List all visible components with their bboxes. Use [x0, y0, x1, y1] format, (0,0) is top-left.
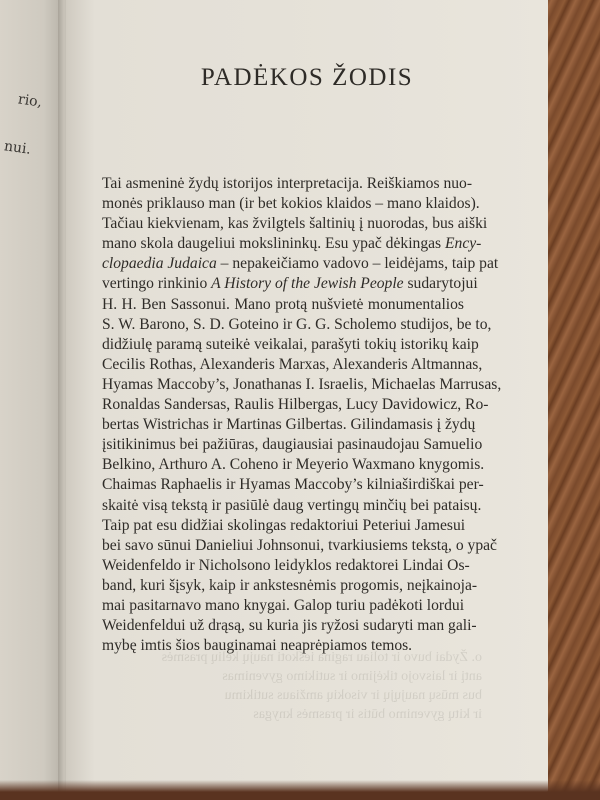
text-run: Weidenfeldo ir Nicholsono leidyklos redaktorei Lindai Os- [102, 556, 470, 574]
text-line [102, 455, 485, 475]
right-book-page [66, 0, 548, 792]
text-run: Tačiau kiekvienam, kas žvilgtels šaltinių į nuorodas, bus aiški [102, 215, 488, 233]
text-run: Ronaldas Sandersas, Raulis Hilbergas, Lucy Davidowicz, Ro- [102, 396, 489, 414]
text-run: Cecilis Rothas, Alexanderis Marxas, Alexanderis Altmannas, [102, 355, 483, 373]
text-run: mai pasitarnavo mano knygai. Galop turiu padėkoti lordui [102, 596, 465, 614]
text-run: didžiulę paramą suteikė veikalai, parašyti tokių istorikų kaip [102, 335, 479, 353]
text-run: Hyamas Maccoby’s, Jonathanas I. Israelis, Michaelas Marrusas, [102, 375, 502, 393]
text-run: S. W. Barono, S. D. Goteino ir G. G. Scholemo studijos, be to, [102, 315, 492, 333]
text-line [102, 435, 483, 455]
text-run: Taip pat esu didžiai skolingas redaktoriui Peteriui Jamesui [102, 516, 466, 534]
text-line [102, 596, 464, 616]
text-run: įsitikinimus bei pažiūras, daugiausiai pasinaudojau Samuelio [102, 436, 483, 454]
italic-title-text: Ency- [445, 235, 482, 253]
text-run: sudarytojui [403, 275, 478, 293]
text-line [102, 234, 482, 254]
text-run: Belkino, Arthuro A. Coheno ir Meyerio Waxmano knygomis. [102, 456, 485, 474]
text-line [102, 415, 476, 435]
show-through-text: o. Žydai buvo ir toliau ragina ieškoti naujų kelių prasmės antį ir laisvojo tikėjimo ir sutikimo gyvenimas bus mūsų naujųjų ir visokių amžiaus sutikimu ir kitų gyvenimo būtis ir prasmės knygas [161, 650, 482, 722]
wood-table-edge [0, 780, 600, 800]
text-line [102, 335, 479, 355]
text-line [102, 616, 477, 636]
text-line [102, 395, 489, 415]
text-line [102, 315, 492, 335]
text-line [102, 254, 499, 274]
text-line [102, 194, 480, 214]
text-line [102, 576, 478, 596]
text-run: monės priklauso man (ir bet kokios klaidos – mano klaidos). [102, 195, 480, 213]
text-run: Tai asmeninė žydų istorijos interpretacija. Reiškiamos nuo- [102, 175, 473, 192]
text-run: vertingo rinkinio [102, 275, 212, 293]
italic-title-text: A History of the Jewish People [211, 275, 404, 293]
text-line [102, 174, 473, 194]
text-line [102, 496, 482, 516]
text-line [102, 516, 464, 536]
italic-title-text: clopaedia Judaica [102, 255, 217, 273]
text-run: bei savo sūnui Danieliui Johnsonui, tvarkiusiems tekstą, o ypač [102, 536, 497, 554]
text-run: bertas Wistrichas ir Martinas Gilbertas. Gilindamasis į žydų [102, 416, 476, 434]
text-run: mybę imtis šios bauginamai neaprėpiamos temos. [102, 637, 413, 655]
text-line [102, 536, 497, 556]
acknowledgement-paragraph [102, 174, 502, 656]
text-run: band, kuri šįsyk, kaip ir ankstesnėmis progomis, neįkainoja- [102, 576, 478, 594]
text-line [102, 214, 488, 234]
text-run: skaitė visą tekstą ir pasiūlė daug vertingų minčių bei pataisų. [102, 496, 482, 514]
page-title: PADĖKOS ŽODIS [200, 64, 414, 91]
left-page-text-fragment: nui. [3, 138, 32, 158]
left-page-text-fragment: rio, [17, 91, 44, 111]
text-run: Weidenfelduі už drąsą, su kuria jis ryžosi sudaryti man gali- [102, 617, 477, 635]
text-line [102, 274, 478, 294]
text-line [102, 355, 483, 375]
text-run: – nepakeičiamo vadovo – leidėjams, taip pat [216, 255, 499, 273]
text-line [102, 295, 464, 315]
left-book-page [0, 0, 62, 800]
text-run: Chaimas Raphaelis ir Hyamas Maccoby’s kilniaširdiškai per- [102, 476, 484, 494]
text-line [102, 375, 502, 395]
text-run: mano skola daugeliui mokslininkų. Esu ypač dėkingas [102, 235, 446, 253]
text-run: H. H. Ben Sassonui. Mano protą nušvietė monumentalios [102, 295, 464, 313]
text-line [102, 556, 470, 576]
text-line [102, 475, 484, 495]
